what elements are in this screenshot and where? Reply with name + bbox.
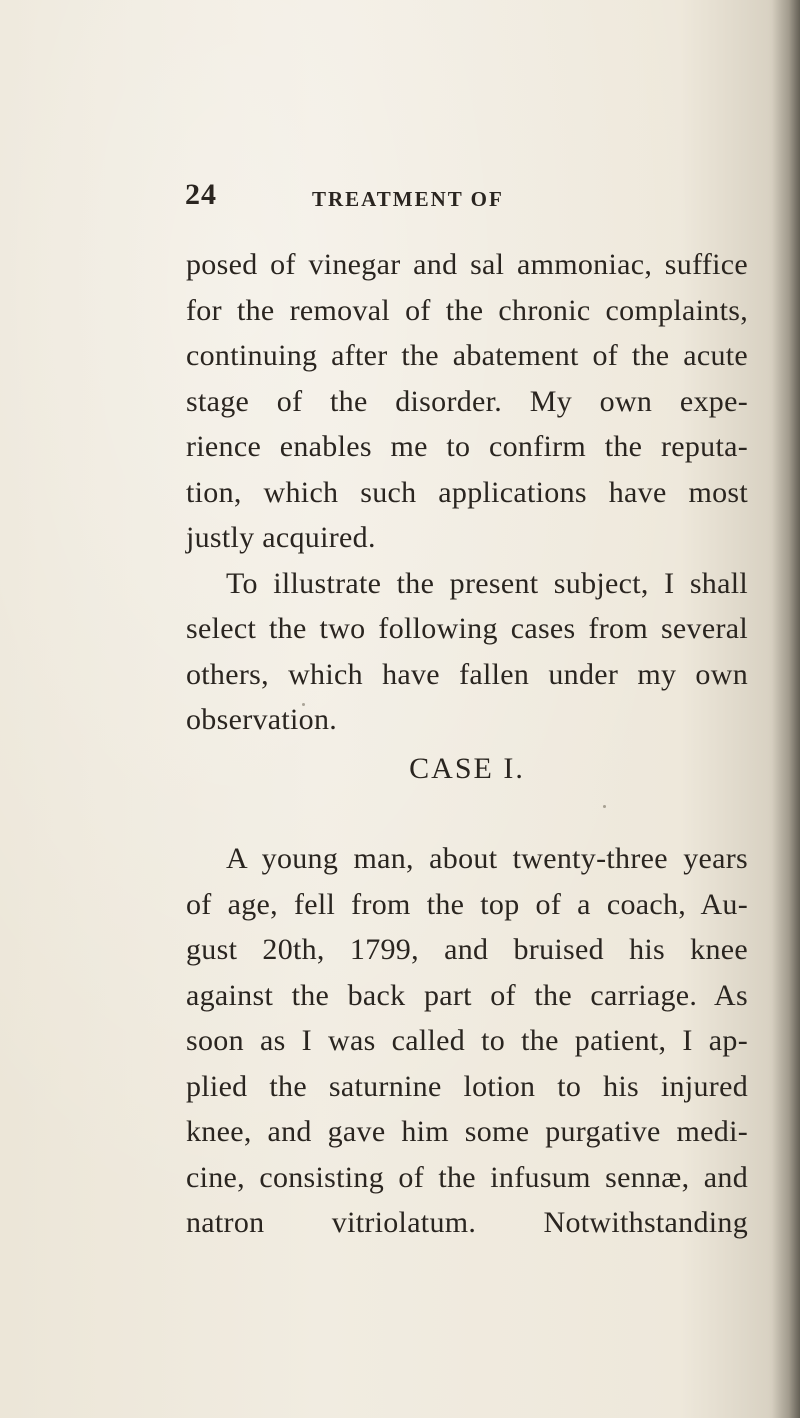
- text-line: To illustrate the present subject, I shall: [226, 566, 748, 600]
- text-line: against the back part of the carriage. As: [186, 978, 748, 1012]
- text-line: natron vitriolatum. Notwithstanding: [186, 1206, 748, 1239]
- text-line: tion, which such applications have most: [186, 475, 748, 509]
- text-line: of age, fell from the top of a coach, Au-: [186, 887, 748, 921]
- text-line: plied the saturnine lotion to his injured: [186, 1069, 748, 1103]
- page-number: 24: [185, 178, 217, 211]
- text-line: knee, and gave him some purgative medi-: [186, 1115, 748, 1148]
- text-line: continuing after the abatement of the acute: [186, 339, 748, 372]
- text-line: stage of the disorder. My own expe-: [186, 384, 748, 418]
- text-line: cine, consisting of the infusum sennæ, and: [186, 1160, 748, 1194]
- text-line: select the two following cases from several: [186, 612, 748, 645]
- body-text-top: [186, 242, 748, 743]
- body-text-case: [186, 836, 748, 1246]
- text-line: A young man, about twenty-three years: [226, 842, 748, 875]
- case-heading: CASE I.: [409, 752, 525, 785]
- text-line: posed of vinegar and sal ammoniac, suffice: [186, 248, 748, 281]
- page-header: [185, 178, 745, 228]
- paper-speck: [603, 805, 606, 808]
- text-line: observation.: [186, 703, 338, 736]
- text-line: justly acquired.: [186, 521, 376, 554]
- text-line: for the removal of the chronic complaints,: [186, 293, 748, 327]
- text-line: soon as I was called to the patient, I ap-: [186, 1024, 748, 1057]
- running-head: TREATMENT OF: [312, 187, 504, 211]
- text-line: rience enables me to confirm the reputa-: [186, 430, 748, 463]
- page-edge-shadow: [772, 0, 800, 1418]
- text-line: others, which have fallen under my own: [186, 657, 748, 691]
- text-line: gust 20th, 1799, and bruised his knee: [186, 933, 748, 966]
